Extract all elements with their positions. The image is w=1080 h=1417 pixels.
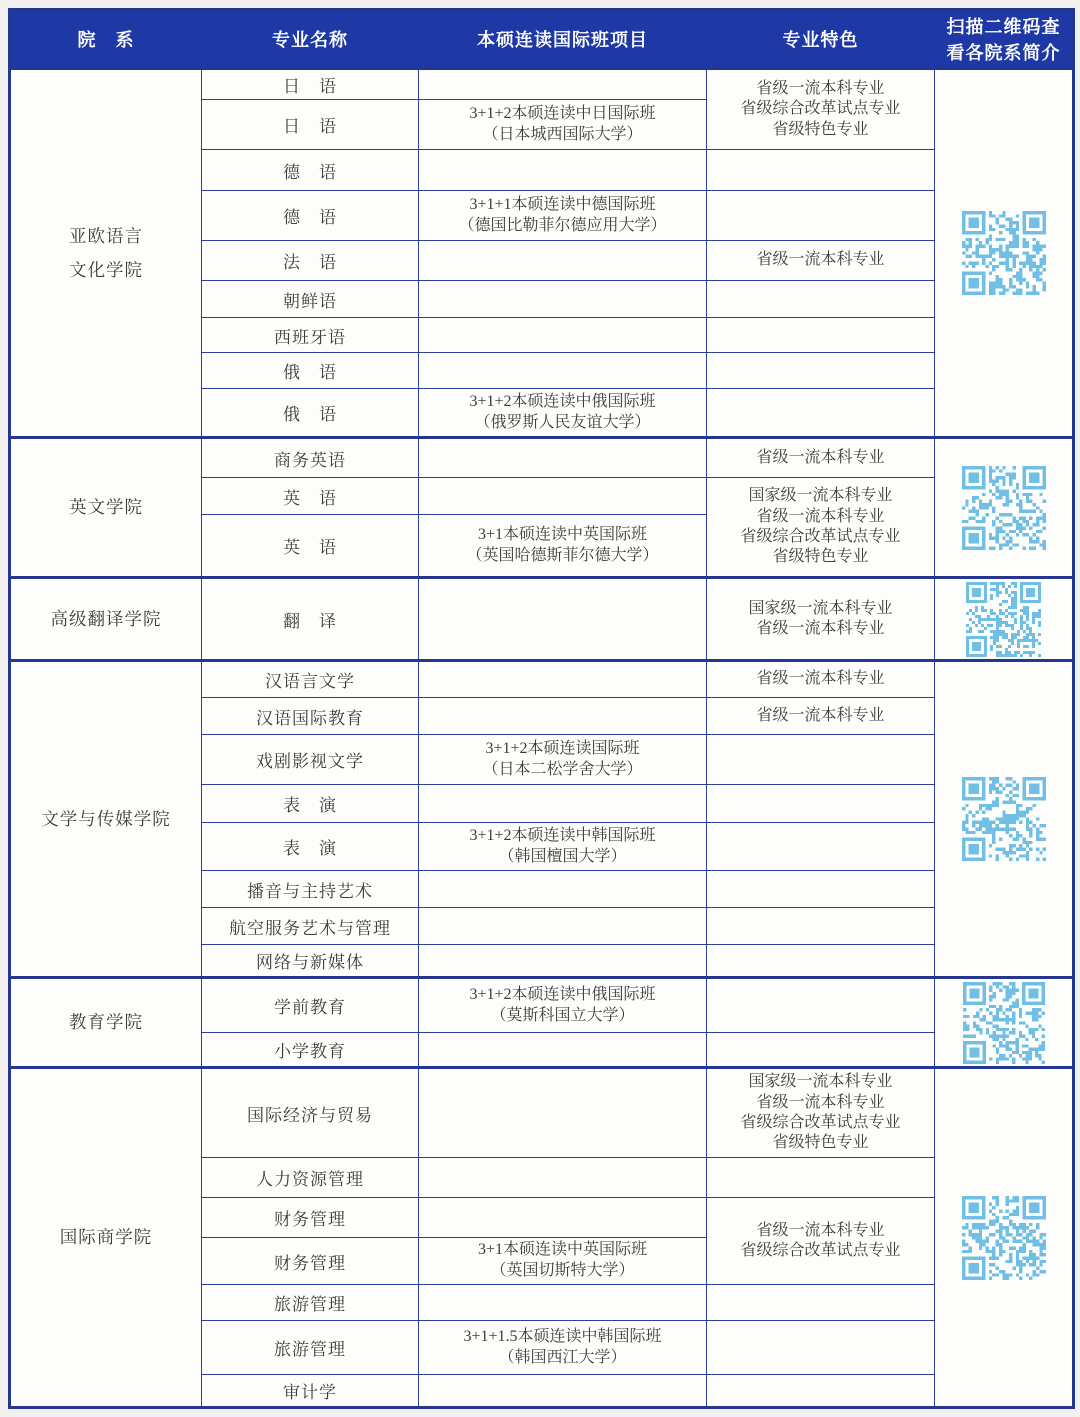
qr-cell (935, 1068, 1074, 1408)
feature-cell (707, 1285, 935, 1321)
feature-cell (707, 698, 935, 735)
major-cell: 表 演 (202, 785, 419, 823)
major-cell: 商务英语 (202, 438, 419, 478)
table-row (10, 438, 1074, 478)
program-cell (419, 1198, 707, 1238)
feature-cell (707, 1158, 935, 1198)
major-cell: 翻 译 (202, 578, 419, 661)
program-cell (419, 698, 707, 735)
major-cell: 英 语 (202, 478, 419, 515)
program-cell (419, 978, 707, 1033)
major-cell: 俄 语 (202, 389, 419, 438)
header-row (10, 10, 1074, 69)
program-cell (419, 191, 707, 241)
qr-cell (935, 438, 1074, 578)
major-cell: 人力资源管理 (202, 1158, 419, 1198)
feature-line: 省级一流本科专业 (756, 706, 885, 724)
program-line: （英国哈德斯菲尔德大学） (466, 546, 659, 564)
program-cell (419, 1375, 707, 1408)
feature-cell (707, 945, 935, 978)
program-line: 3+1本硕连读中英国际班 (477, 525, 648, 543)
qr-code-icon (962, 466, 1046, 550)
major-cell: 德 语 (202, 150, 419, 191)
major-cell: 财务管理 (202, 1198, 419, 1238)
program-line: 3+1+1本硕连读中德国际班 (469, 195, 656, 213)
major-cell: 小学教育 (202, 1033, 419, 1068)
header-col-5 (935, 10, 1074, 69)
table-row (10, 661, 1074, 698)
feature-line: 省级特色专业 (772, 1134, 869, 1152)
program-line: （英国切斯特大学） (490, 1262, 635, 1279)
feature-line: 国家级一流本科专业 (748, 487, 893, 505)
feature-cell (707, 578, 935, 661)
qr-code-icon (963, 982, 1045, 1064)
major-cell: 日 语 (202, 69, 419, 100)
feature-cell (707, 871, 935, 908)
feature-line: 国家级一流本科专业 (748, 1073, 893, 1091)
program-cell (419, 661, 707, 698)
major-cell: 旅游管理 (202, 1321, 419, 1375)
feature-cell (707, 241, 935, 281)
qr-cell (935, 978, 1074, 1068)
college-cell (10, 661, 202, 978)
feature-line: 省级特色专业 (772, 120, 869, 138)
program-cell (419, 871, 707, 908)
major-cell: 英 语 (202, 515, 419, 578)
program-cell (419, 1285, 707, 1321)
feature-line: 省级综合改革试点专业 (740, 1114, 901, 1131)
feature-cell (707, 1375, 935, 1408)
program-cell (419, 318, 707, 353)
feature-cell (707, 150, 935, 191)
feature-cell (707, 281, 935, 318)
feature-cell (707, 1321, 935, 1375)
program-cell (419, 1068, 707, 1158)
feature-cell (707, 823, 935, 871)
program-cell (419, 1158, 707, 1198)
program-line: 3+1本硕连读中英国际班 (477, 1241, 648, 1259)
header-label: 院 系 (77, 30, 135, 50)
feature-cell (707, 191, 935, 241)
major-cell: 西班牙语 (202, 318, 419, 353)
qr-code-icon (962, 211, 1046, 295)
program-cell (419, 578, 707, 661)
qr-code-icon (962, 777, 1046, 861)
header-label: 看各院系简介 (946, 43, 1061, 63)
program-cell (419, 478, 707, 515)
college-name: 文学与传媒学院 (41, 808, 171, 829)
program-cell (419, 353, 707, 389)
college-name: 教育学院 (69, 1012, 143, 1033)
program-line: （俄罗斯人民友谊大学） (474, 413, 651, 431)
college-cell (10, 1068, 202, 1408)
program-cell (419, 735, 707, 785)
college-name: 国际商学院 (59, 1227, 153, 1248)
college-name: 英文学院 (69, 497, 143, 518)
feature-cell (707, 438, 935, 478)
feature-line: 国家级一流本科专业 (748, 599, 893, 617)
feature-cell (707, 389, 935, 438)
feature-line: 省级一流本科专业 (756, 79, 885, 97)
major-cell: 汉语国际教育 (202, 698, 419, 735)
program-cell (419, 69, 707, 100)
major-cell: 汉语言文学 (202, 661, 419, 698)
major-cell: 旅游管理 (202, 1285, 419, 1321)
major-cell: 学前教育 (202, 978, 419, 1033)
feature-line: 省级一流本科专业 (756, 448, 885, 466)
college-name: 亚欧语言 (69, 225, 143, 246)
majors-table (8, 8, 1075, 1409)
feature-cell (707, 478, 935, 578)
major-cell: 国际经济与贸易 (202, 1068, 419, 1158)
program-line: 3+1+2本硕连读国际班 (485, 739, 640, 757)
header-col-2 (202, 10, 419, 69)
program-line: （韩国檀国大学） (498, 847, 627, 865)
feature-line: 省级综合改革试点专业 (740, 100, 901, 118)
feature-line: 省级一流本科专业 (756, 251, 885, 269)
program-cell (419, 1033, 707, 1068)
feature-cell (707, 1198, 935, 1285)
qr-cell (935, 661, 1074, 978)
program-cell (419, 908, 707, 945)
program-line: 3+1+2本硕连读中俄国际班 (469, 985, 656, 1003)
feature-cell (707, 978, 935, 1033)
program-cell (419, 945, 707, 978)
major-cell: 德 语 (202, 191, 419, 241)
program-line: 3+1+1.5本硕连读中韩国际班 (463, 1327, 662, 1345)
feature-line: 省级特色专业 (772, 548, 869, 566)
program-cell (419, 389, 707, 438)
college-cell (10, 578, 202, 661)
major-cell: 俄 语 (202, 353, 419, 389)
major-cell: 朝鲜语 (202, 281, 419, 318)
program-line: 3+1+2本硕连读中日国际班 (469, 104, 656, 122)
table-row (10, 69, 1074, 100)
program-line: （德国比勒菲尔德应用大学） (458, 216, 667, 234)
program-cell (419, 150, 707, 191)
table-header (10, 10, 1074, 69)
major-cell: 法 语 (202, 241, 419, 281)
program-line: 3+1+2本硕连读中俄国际班 (469, 392, 656, 410)
program-cell (419, 823, 707, 871)
major-cell: 财务管理 (202, 1238, 419, 1285)
major-cell: 播音与主持艺术 (202, 871, 419, 908)
feature-cell (707, 69, 935, 150)
college-name: 文化学院 (69, 260, 143, 280)
program-line: （莫斯科国立大学） (490, 1006, 635, 1024)
major-cell: 网络与新媒体 (202, 945, 419, 978)
feature-cell (707, 908, 935, 945)
feature-line: 省级一流本科专业 (756, 670, 885, 688)
header-col-1 (10, 10, 202, 69)
program-line: （日本城西国际大学） (482, 125, 643, 143)
table-body (10, 69, 1074, 1408)
program-line: （韩国西江大学） (498, 1348, 627, 1366)
feature-cell (707, 735, 935, 785)
header-label: 本硕连读国际班项目 (477, 30, 648, 50)
qr-cell (935, 69, 1074, 438)
program-cell (419, 281, 707, 318)
program-cell (419, 100, 707, 150)
table-row (10, 978, 1074, 1033)
major-cell: 航空服务艺术与管理 (202, 908, 419, 945)
feature-cell (707, 785, 935, 823)
feature-cell (707, 353, 935, 389)
feature-line: 省级一流本科专业 (756, 507, 885, 525)
program-cell (419, 241, 707, 281)
program-cell (419, 785, 707, 823)
major-cell: 日 语 (202, 100, 419, 150)
header-label: 扫描二维码查 (946, 17, 1061, 37)
header-col-3 (419, 10, 707, 69)
feature-cell (707, 661, 935, 698)
program-line: 3+1+2本硕连读中韩国际班 (469, 826, 656, 844)
program-line: （日本二松学舍大学） (482, 760, 643, 778)
college-name: 高级翻译学院 (50, 608, 162, 629)
feature-cell (707, 318, 935, 353)
feature-cell (707, 1068, 935, 1158)
program-cell (419, 1238, 707, 1285)
feature-line: 省级一流本科专业 (756, 620, 885, 637)
major-cell: 戏剧影视文学 (202, 735, 419, 785)
qr-cell (935, 578, 1074, 661)
table-row (10, 1068, 1074, 1158)
header-label: 专业名称 (272, 30, 348, 50)
header-col-4 (707, 10, 935, 69)
feature-line: 省级综合改革试点专业 (740, 528, 901, 545)
program-cell (419, 515, 707, 578)
header-label: 专业特色 (782, 30, 859, 50)
feature-line: 省级一流本科专业 (756, 1093, 885, 1111)
table-row (10, 578, 1074, 661)
program-cell (419, 438, 707, 478)
feature-line: 省级综合改革试点专业 (740, 1242, 901, 1259)
major-cell: 审计学 (202, 1375, 419, 1408)
feature-cell (707, 1033, 935, 1068)
program-cell (419, 1321, 707, 1375)
college-cell (10, 978, 202, 1068)
qr-code-icon (962, 1196, 1046, 1280)
qr-code-icon (966, 582, 1041, 657)
feature-line: 省级一流本科专业 (756, 1221, 885, 1239)
college-cell (10, 438, 202, 578)
college-cell (10, 69, 202, 438)
major-cell: 表 演 (202, 823, 419, 871)
